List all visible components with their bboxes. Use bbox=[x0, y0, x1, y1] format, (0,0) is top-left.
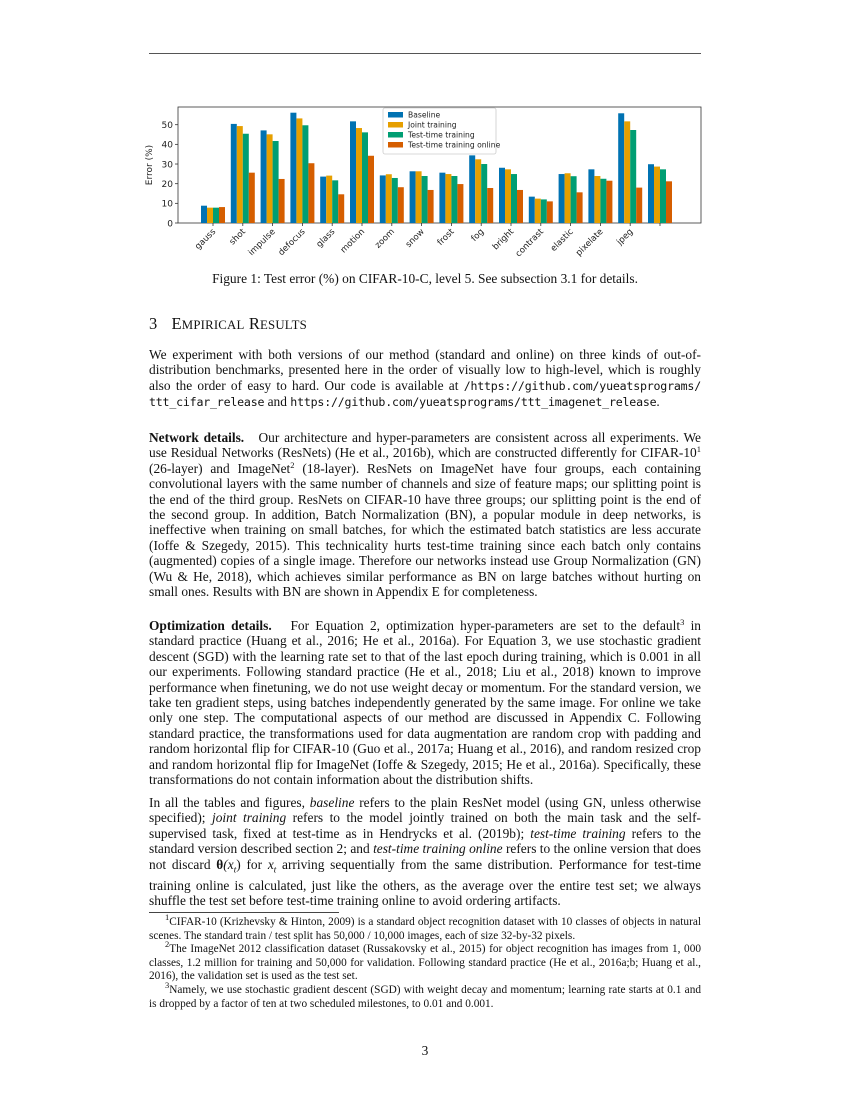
bar-defocus-test-time-training-online bbox=[308, 163, 314, 223]
bar-elastic-test-time-training bbox=[571, 176, 577, 223]
bar-contrast-joint-training bbox=[535, 199, 541, 223]
y-axis-label: Error (%) bbox=[145, 144, 155, 186]
bar-motion-joint-training bbox=[356, 128, 362, 223]
x-tick-label: shot bbox=[227, 227, 248, 248]
bar-impulse-test-time-training bbox=[273, 141, 279, 223]
footnotes bbox=[149, 912, 701, 1011]
bar-snow-baseline bbox=[410, 171, 416, 223]
bar-pixelate-test-time-training bbox=[600, 179, 606, 223]
bar-bright-joint-training bbox=[505, 169, 511, 223]
bar-group16-baseline bbox=[648, 164, 654, 223]
legend-swatch bbox=[388, 132, 403, 138]
bar-glass-test-time-training-online bbox=[338, 194, 344, 223]
bar-snow-joint-training bbox=[416, 171, 422, 223]
bar-shot-joint-training bbox=[237, 126, 243, 223]
x-tick-label: jpeg bbox=[615, 227, 636, 248]
bar-shot-baseline bbox=[231, 124, 237, 223]
bar-contrast-test-time-training bbox=[541, 199, 547, 223]
bar-motion-baseline bbox=[350, 121, 356, 223]
bar-pixelate-test-time-training-online bbox=[606, 181, 612, 223]
bar-defocus-joint-training bbox=[296, 118, 302, 223]
bar-contrast-test-time-training-online bbox=[547, 201, 553, 223]
bar-impulse-baseline bbox=[261, 130, 267, 223]
y-tick-label: 10 bbox=[161, 199, 173, 210]
bar-jpeg-test-time-training-online bbox=[636, 188, 642, 223]
x-tick-label: frost bbox=[435, 227, 457, 248]
bar-glass-joint-training bbox=[326, 176, 332, 223]
legend-swatch bbox=[388, 142, 403, 148]
bar-glass-test-time-training bbox=[332, 180, 338, 223]
x-tick-label: zoom bbox=[373, 227, 397, 251]
terms-paragraph: In all the tables and figures, baseline refers to the plain ResNet model (using GN, unless otherwise specified); joint training refers to the model jointly trained on both the main task and the self-supervised task, fixed at test-time as in Hendrycks et al. (2019b); test-time training refers to the standard version described section 2; and test-time training online refers to the online version that does not discard $\theta(x_t)$ for $x_t$ arriving sequentially from the same distribution. Performance for test-time training online is calculated, just like the others, as the average over the entire test set; we always shuffle the test set before test-time training online to avoid ordering artifacts. bbox=[149, 795, 702, 909]
y-tick-label: 30 bbox=[161, 160, 173, 171]
optimization-details-heading: Optimization details. bbox=[149, 618, 272, 633]
cifar-code-link[interactable]: /https://github.com/yueatsprograms/ ttt_cifar_release bbox=[149, 378, 701, 410]
section-heading: 3 EMPIRICAL RESULTS bbox=[149, 314, 307, 333]
bar-fog-joint-training bbox=[475, 159, 481, 223]
legend-swatch bbox=[388, 122, 403, 128]
x-tick-label: pixelate bbox=[574, 227, 606, 259]
bar-jpeg-test-time-training bbox=[630, 130, 636, 223]
bar-fog-test-time-training-online bbox=[487, 188, 493, 223]
bar-gauss-test-time-training bbox=[213, 208, 219, 223]
bar-defocus-test-time-training bbox=[302, 125, 308, 223]
x-tick-label: bright bbox=[490, 227, 517, 253]
legend-label: Joint training bbox=[408, 120, 457, 130]
bar-motion-test-time-training-online bbox=[368, 156, 374, 223]
footnote-3: $^3$Namely, we use stochastic gradient descent (SGD) with weight decay and momentum; learning rate starts at 0.1 and is dropped by a factor of ten at two scheduled milestones, to 0.01 and 0.001. bbox=[149, 979, 701, 1010]
intro-paragraph: We experiment with both versions of our method (standard and online) on three kinds of out-of-distribution benchmarks, presented here in the order of visually low to high-level, which is roughly also the order of easy to hard. Our code is available at /https://github.com/yueatsprograms/ ttt_cifar_release and https://github.com/yueatsprograms/ttt_imagenet_release. bbox=[149, 347, 701, 410]
bar-group16-test-time-training-online bbox=[666, 181, 672, 223]
x-tick-label: defocus bbox=[276, 227, 308, 258]
footnote-1: $^1$CIFAR-10 (Krizhevsky & Hinton, 2009) is a standard object recognition dataset with 10 classes of objects in natural scenes. The standard train / test split has 50,000 / 10,000 images, each of size 32-by-32 pixels. bbox=[149, 912, 701, 942]
bar-frost-test-time-training bbox=[451, 176, 457, 223]
legend-label: Baseline bbox=[408, 110, 441, 120]
x-tick-label: snow bbox=[403, 227, 427, 250]
bar-frost-test-time-training-online bbox=[457, 184, 463, 223]
bar-zoom-joint-training bbox=[386, 174, 392, 223]
bar-gauss-baseline bbox=[201, 206, 207, 223]
legend-label: Test-time training bbox=[408, 130, 475, 140]
x-tick-label: gauss bbox=[193, 227, 219, 252]
x-tick-label: elastic bbox=[548, 227, 576, 254]
bar-glass-baseline bbox=[320, 177, 326, 223]
bar-shot-test-time-training-online bbox=[249, 173, 255, 223]
bar-defocus-baseline bbox=[290, 113, 296, 223]
imagenet-code-link[interactable]: https://github.com/yueatsprograms/ttt_imagenet_release bbox=[290, 395, 657, 410]
bar-impulse-joint-training bbox=[267, 134, 273, 223]
legend-swatch bbox=[388, 112, 403, 118]
bar-bright-test-time-training bbox=[511, 174, 517, 223]
bar-elastic-test-time-training-online bbox=[577, 192, 583, 223]
y-tick-label: 50 bbox=[161, 120, 173, 131]
x-tick-label: glass bbox=[314, 227, 338, 250]
bar-contrast-baseline bbox=[529, 197, 535, 223]
bar-gauss-joint-training bbox=[207, 208, 213, 223]
bar-pixelate-joint-training bbox=[594, 176, 600, 223]
network-details-paragraph: Network details. Our architecture and hyper-parameters are consistent across all experiments. We use Residual Networks (ResNets) (He et al., 2016b), which are constructed differently for CIFAR-$10^1$ (26-layer) and ImageNet$^2$ (18-layer). ResNets on ImageNet have four groups, each containing convolutional layers with the same number of channels and size of feature maps; our splitting point is the end of the third group. ResNets on CIFAR-10 have three groups; our splitting point is the end of the second group. In addition, Batch Normalization (BN), a popular module in deep networks, is ineffective when training on small batches, for which the estimated batch statistics are less accurate (Ioffe & Szegedy, 2015). This technicality hurts test-time training since each batch only contains (augmented) copies of a single image. Therefore our networks instead use Group Normalization (GN) (Wu & He, 2018), which achieves similar performance as BN on large batches without hurting on small ones. Results with BN are shown in Appendix E for completeness. bbox=[149, 430, 701, 600]
footnote-2: $^2$The ImageNet 2012 classification dataset (Russakovsky et al., 2015) for object recognition has images from 1, 000 classes, 1.2 million for training and 50,000 for validation. Following standard practice (He et al., 2016a;b; Huang et al., 2016), the validation set is used as the test set. bbox=[149, 939, 701, 983]
bar-jpeg-baseline bbox=[618, 113, 624, 223]
bar-bright-test-time-training-online bbox=[517, 190, 523, 223]
footnote-ref-2[interactable]: 2 bbox=[290, 459, 295, 470]
theta-symbol: θ bbox=[216, 856, 224, 872]
bar-zoom-baseline bbox=[380, 175, 386, 223]
bar-frost-baseline bbox=[439, 173, 445, 223]
bar-zoom-test-time-training bbox=[392, 178, 398, 223]
x-tick-label: motion bbox=[338, 227, 368, 256]
bar-jpeg-joint-training bbox=[624, 121, 630, 223]
y-tick-label: 0 bbox=[167, 219, 173, 230]
section-number: 3 bbox=[149, 314, 158, 333]
y-tick-label: 40 bbox=[161, 140, 173, 151]
bar-fog-test-time-training bbox=[481, 164, 487, 223]
figure-caption: Figure 1: Test error (%) on CIFAR-10-C, level 5. See subsection 3.1 for details. bbox=[212, 271, 638, 286]
x-tick-label: impulse bbox=[246, 227, 278, 259]
bar-pixelate-baseline bbox=[588, 169, 594, 223]
bar-gauss-test-time-training-online bbox=[219, 207, 225, 223]
bar-fog-baseline bbox=[469, 155, 475, 223]
bar-snow-test-time-training-online bbox=[428, 190, 434, 223]
bar-group16-test-time-training bbox=[660, 169, 666, 223]
bar-group16-joint-training bbox=[654, 167, 660, 223]
footnote-ref-3[interactable]: 3 bbox=[680, 617, 685, 627]
bar-chart bbox=[130, 100, 720, 265]
bar-zoom-test-time-training-online bbox=[398, 187, 404, 223]
bar-shot-test-time-training bbox=[243, 134, 249, 223]
bar-snow-test-time-training bbox=[422, 176, 428, 223]
footnote-rule bbox=[149, 912, 339, 913]
bar-elastic-joint-training bbox=[565, 173, 571, 223]
network-details-heading: Network details. bbox=[149, 430, 245, 445]
x-tick-label: contrast bbox=[513, 227, 546, 260]
bar-motion-test-time-training bbox=[362, 132, 368, 223]
header-rule bbox=[149, 53, 701, 54]
bar-frost-joint-training bbox=[445, 174, 451, 223]
bar-elastic-baseline bbox=[559, 174, 565, 223]
footnote-ref-1[interactable]: 1 bbox=[696, 444, 701, 455]
bar-bright-baseline bbox=[499, 168, 505, 223]
y-tick-label: 20 bbox=[161, 179, 173, 190]
optimization-details-paragraph: Optimization details. For Equation 2, optimization hyper-parameters are set to the default$^3$ in standard practice (Huang et al., 2016; He et al., 2016a). For Equation 3, we use stochastic gradient descent (SGD) with the learning rate set to that of the last epoch during training, which is 0.001 in all our experiments. Following standard practice (He et al., 2018; Liu et al., 2018) known to improve performance when finetuning, we do not use weight decay or momentum. For the standard version, we take ten gradient steps, using batches independently generated by the same image. For online we take only one step. The computational aspects of our method are discussed in Appendix C. Following standard practice, the transformations used for data augmentation are random crop with padding and random horizontal flip for CIFAR-10 (Guo et al., 2017a; Huang et al., 2016), and random resized crop and random horizontal flip for ImageNet (Ioffe & Szegedy, 2015; He et al., 2016a). Specifically, these transformations do not contain information about the distribution shifts. bbox=[149, 617, 702, 788]
page-number: 3 bbox=[421, 1043, 429, 1058]
legend-label: Test-time training online bbox=[408, 140, 501, 150]
bar-impulse-test-time-training-online bbox=[279, 179, 285, 223]
x-tick-label: fog bbox=[469, 227, 487, 244]
